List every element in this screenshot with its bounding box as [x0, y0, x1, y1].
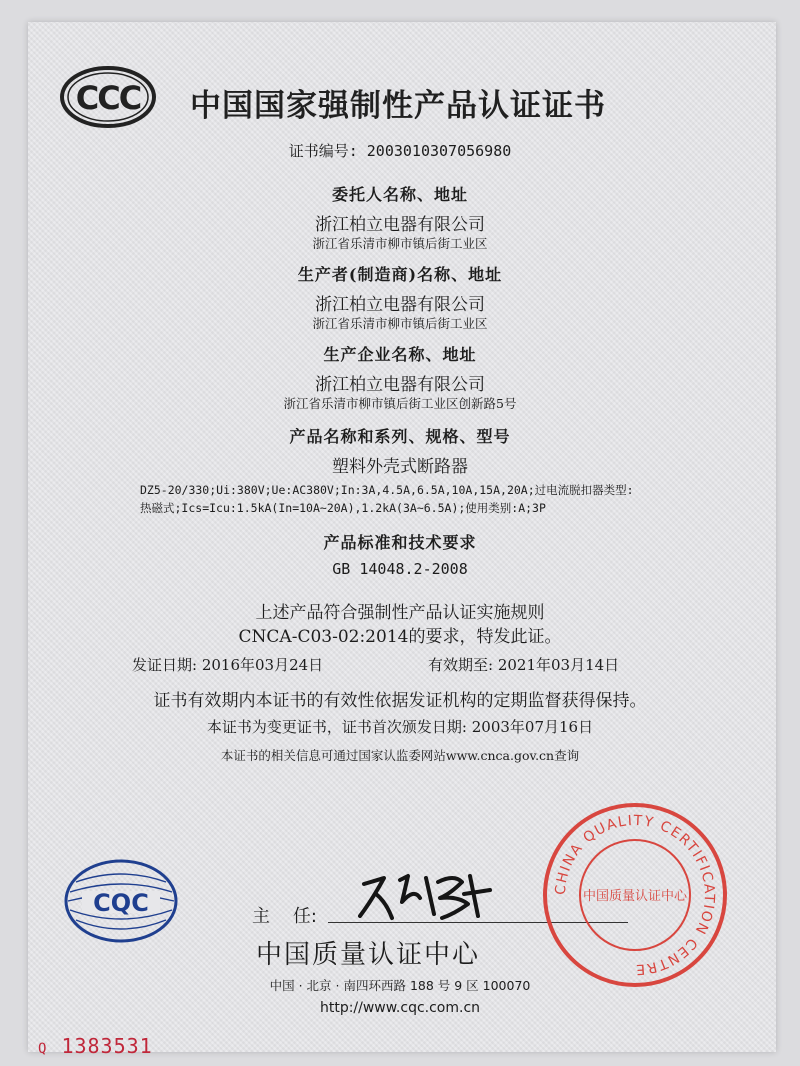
client-address: 浙江省乐清市柳市镇后街工业区: [312, 236, 488, 251]
issuer-name: 中国质量认证中心: [256, 940, 481, 970]
manufacturer-address: 浙江省乐清市柳市镇后街工业区: [312, 316, 488, 331]
website-note: 本证书的相关信息可通过国家认监委网站www.cnca.gov.cn查询: [220, 748, 580, 763]
change-note: 本证书为变更证书，证书首次颁发日期: 2003年07月16日: [206, 718, 594, 736]
product-heading: 产品名称和系列、规格、型号: [289, 427, 511, 446]
standard-code: GB 14048.2-2008: [332, 560, 468, 578]
factory-address: 浙江省乐清市柳市镇后街工业区创新路5号: [283, 396, 517, 411]
client-heading: 委托人名称、地址: [331, 185, 468, 204]
certificate-number: 证书编号: 2003010307056980: [288, 142, 512, 160]
issuer-website: http://www.cqc.com.cn: [319, 1000, 481, 1016]
serial-prefix: Q: [38, 1041, 48, 1057]
ccc-logo-icon: [58, 64, 158, 130]
standard-heading: 产品标准和技术要求: [323, 533, 477, 552]
issuer-address: 中国 · 北京 · 南四环西路 188 号 9 区 100070: [269, 978, 531, 993]
issue-date: 发证日期: 2016年03月24日: [132, 656, 324, 674]
official-seal: [540, 800, 730, 990]
product-spec-line1: DZ5-20/330;Ui:380V;Ue:AC380V;In:3A,4.5A,6.5A,10A,15A,20A;过电流脱扣器类型:: [140, 483, 634, 497]
svg-text:中国质量认证中心: 中国质量认证中心: [582, 889, 688, 904]
client-name: 浙江柏立电器有限公司: [315, 215, 485, 235]
factory-heading: 生产企业名称、地址: [323, 345, 477, 364]
product-spec-line2: 热磁式;Ics=Icu:1.5kA(In=10A~20A),1.2kA(3A~6.5A);使用类别:A;3P: [140, 501, 546, 515]
serial-digits: 1383531: [61, 1034, 153, 1058]
certificate-title: 中国国家强制性产品认证证书: [190, 88, 606, 124]
validity-note: 证书有效期内本证书的有效性依据发证机构的定期监督获得保持。: [153, 691, 647, 711]
valid-until: 有效期至: 2021年03月14日: [428, 656, 620, 674]
product-name: 塑料外壳式断路器: [332, 457, 468, 477]
svg-text:CQC: CQC: [93, 889, 149, 917]
director-label: 主 任:: [252, 906, 317, 927]
manufacturer-name: 浙江柏立电器有限公司: [315, 295, 485, 315]
manufacturer-heading: 生产者(制造商)名称、地址: [297, 265, 503, 284]
svg-text:CHINA QUALITY CERTIFICATION CE: CHINA QUALITY CERTIFICATION CENTRE: [552, 812, 718, 978]
cqc-logo-icon: [62, 858, 180, 944]
factory-name: 浙江柏立电器有限公司: [315, 375, 485, 395]
statement-line-2: CNCA-C03-02:2014的要求，特发此证。: [238, 627, 562, 647]
director-signature: [350, 858, 520, 928]
serial-number: [38, 1034, 153, 1058]
svg-text:CCC: CCC: [75, 79, 141, 117]
statement-line-1: 上述产品符合强制性产品认证实施规则: [255, 603, 545, 623]
